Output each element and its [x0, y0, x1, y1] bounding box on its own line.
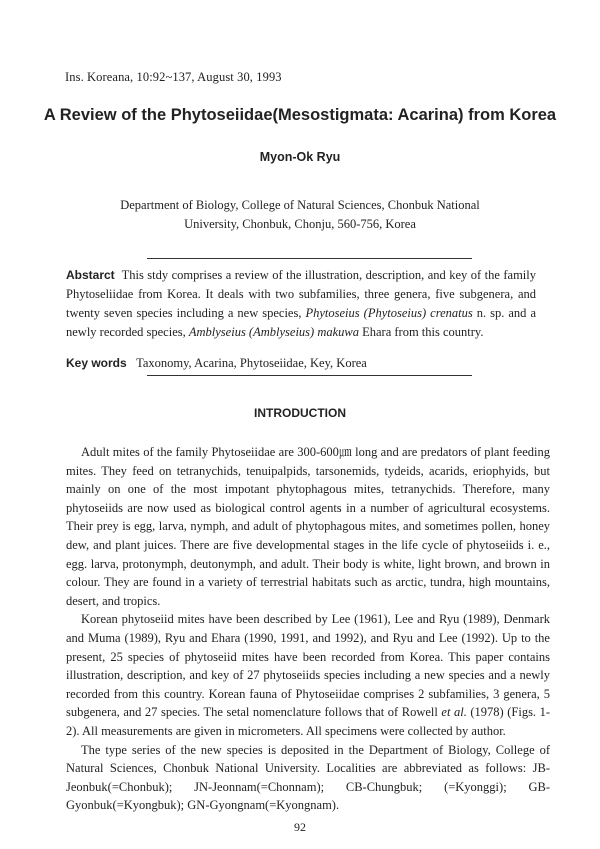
paper-title: A Review of the Phytoseiidae(Mesostigmata: Acarina) from Korea	[43, 106, 557, 124]
bottom-divider	[147, 375, 472, 376]
affiliation-line-1: Department of Biology, College of Natural Sciences, Chonbuk National	[120, 198, 480, 212]
keywords-label: Key words	[66, 356, 127, 370]
journal-citation: Ins. Koreana, 10:92~137, August 30, 1993	[65, 70, 282, 84]
keywords-text: Taxonomy, Acarina, Phytoseiidae, Key, Korea	[136, 356, 367, 370]
abstract-text-2: n. sp. and a newly recorded species,	[66, 306, 536, 339]
abstract-species-2: Amblyseius (Amblyseius) makuwa	[188, 325, 359, 339]
paragraph-2-part-b: (1978) (Figs. 1-2). All measurements are given in micrometers. All specimens were collected by author.	[66, 705, 551, 738]
abstract-species-1: Phytoseius (Phytoseius) crenatus	[305, 306, 473, 320]
abstract-text-1: This stdy comprises a review of the illustration, description, and key of the family Phytoseliidae from Korea. It deals with two subfamilies, three genera, five subgenera, and twenty seven species including a new species,	[66, 268, 536, 320]
author-affiliation	[80, 196, 520, 234]
keywords-block	[66, 356, 536, 371]
page-number: 92	[294, 820, 306, 834]
top-divider	[147, 258, 472, 259]
affiliation-line-2: University, Chonbuk, Chonju, 560-756, Korea	[184, 217, 416, 231]
paragraph-2-part-a: Korean phytoseiid mites have been described by Lee (1961), Lee and Ryu (1989), Denmark and Muma (1989), Ryu and Ehara (1990, 1991, and 1992), and Ryu and Lee (1992). Up to the present, 25 species of phytoseiid mites have been recorded from Korea. This paper contains illustration, description, and key of 27 phytoseiids species including a new species and a newly recorded from this country. Korean fauna of Phytoseiidae comprises 2 subfamilies, 3 genera, 5 subgenera, and 27 species. The setal nomenclature follows that of Rowell	[66, 612, 550, 720]
abstract-text-3: Ehara from this country.	[358, 325, 484, 339]
author-name: Myon-Ok Ryu	[259, 150, 341, 164]
abstract-block	[66, 266, 536, 342]
abstract-label: Abstarct	[66, 268, 115, 282]
body-text	[66, 443, 550, 815]
paragraph-2	[66, 610, 550, 740]
paragraph-3: The type series of the new species is deposited in the Department of Biology, College of Natural Sciences, Chonbuk National University. Localities are abbreviated as follows: JB-Jeonbuk(=Chonbuk); JN-Jeonnam(=Chonnam); CB-Chungbuk; (=Kyonggi); GB-Gyonbuk(=Kyongbuk); GN-Gyongnam(=Kyongnam).	[66, 742, 550, 813]
paragraph-2-et-al: et al.	[441, 705, 467, 720]
section-heading: INTRODUCTION	[254, 406, 346, 420]
paragraph-1: Adult mites of the family Phytoseiidae are 300-600㎛ long and are predators of plant feeding mites. They feed on tetranychids, tenuipalpids, tarsonemids, tydeids, acarids, eriophyids, but mainly on one of the most impotant phytophagous mites, tetranychids. Therefore, many phytoseiids are now used as biological control agents in a number of agricultural ecosystems. Their prey is egg, larva, nymph, and adult of phytophagous mites, and sometimes pollen, honey dew, and plant juices. There are five developmental stages in the life cycle of phytoseiids i. e., egg. larva, protonymph, deutonymph, and adult. Their body is white, light brown, and brown in colour. They are found in a variety of terrestrial habitats such as arctic, tundra, high mountains, desert, and tropics.	[66, 445, 550, 608]
